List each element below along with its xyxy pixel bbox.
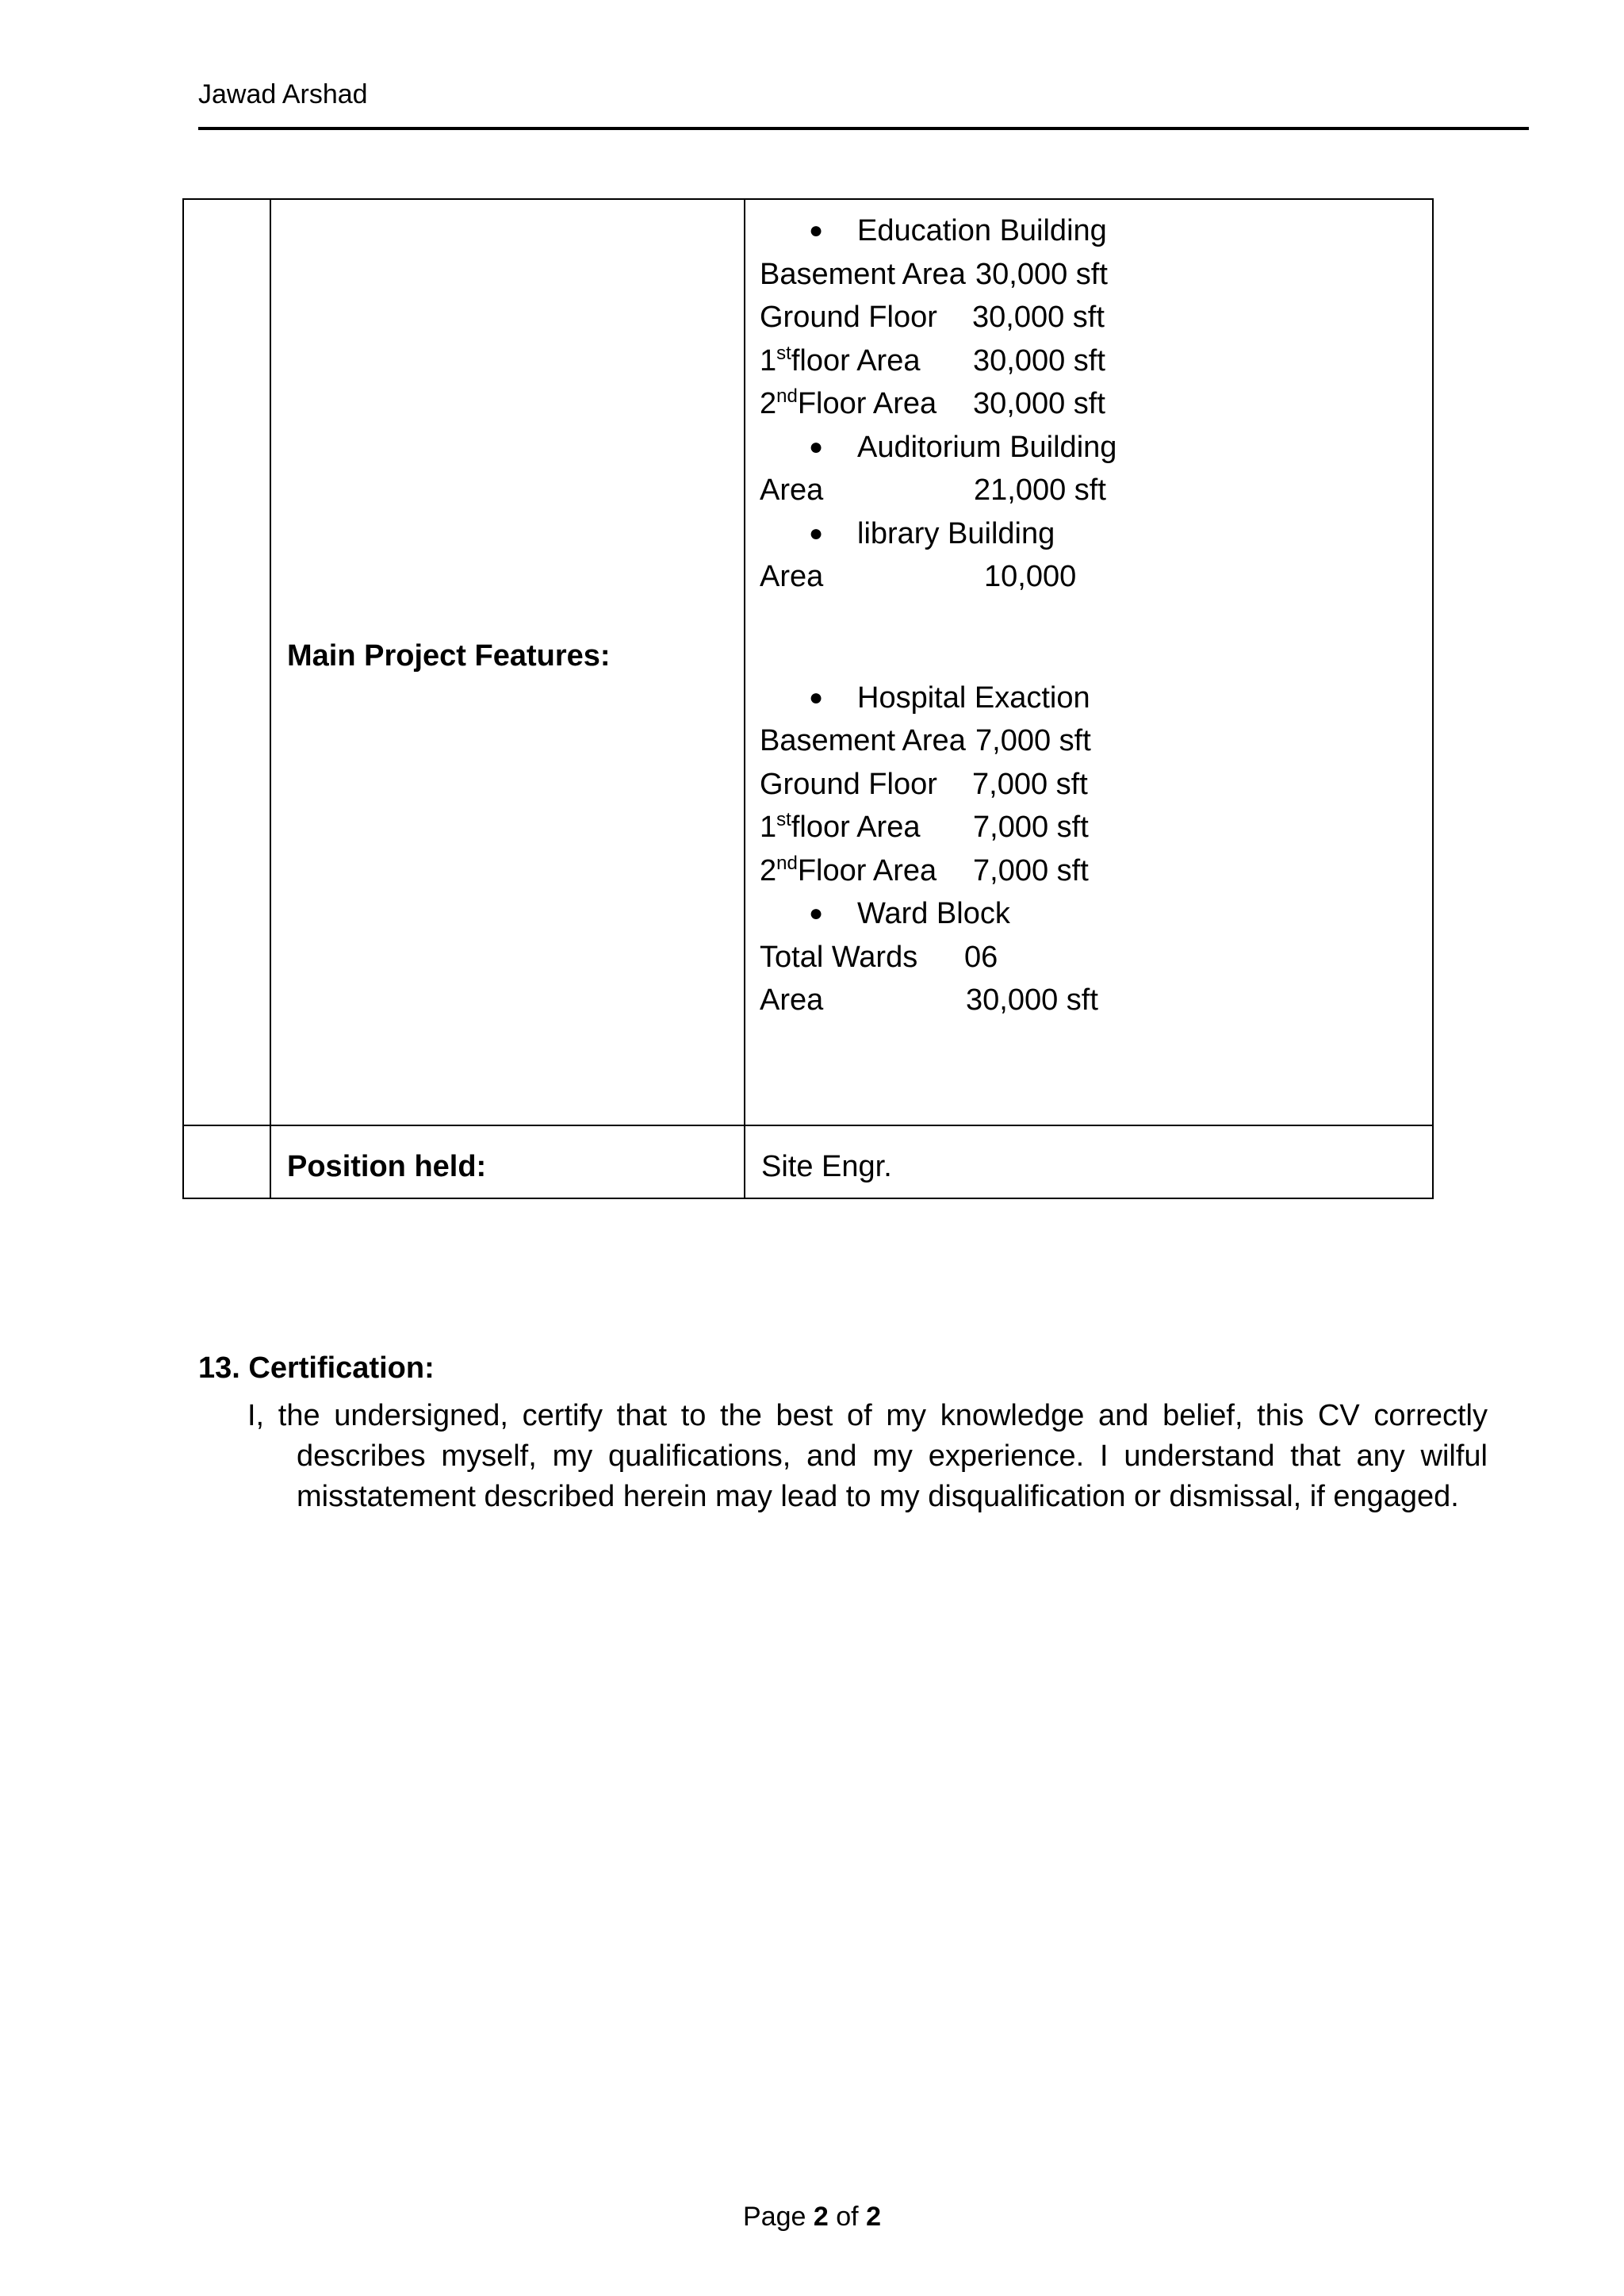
list-item-library: ● library Building bbox=[760, 512, 1432, 556]
table-cell-features-value bbox=[745, 199, 1433, 1125]
bullet-dot-icon: ● bbox=[809, 217, 824, 243]
list-item-auditorium: ● Auditorium Building bbox=[760, 426, 1432, 470]
table-cell-position-label bbox=[270, 1125, 745, 1198]
table-cell-features-label bbox=[270, 199, 745, 1125]
bullet-dot-icon: ● bbox=[809, 900, 824, 926]
feature-row: 2ndFloor Area 30,000 sft bbox=[760, 385, 1105, 420]
header-divider bbox=[198, 127, 1529, 130]
feature-row: Area 30,000 sft bbox=[760, 983, 1098, 1017]
feature-row: 1stfloor Area 7,000 sft bbox=[760, 809, 1089, 844]
table-cell-number bbox=[183, 1125, 270, 1198]
list-item-hospital: ● Hospital Exaction bbox=[760, 677, 1432, 720]
table-cell-number bbox=[183, 199, 270, 1125]
feature-row: Basement Area 30,000 sft bbox=[760, 257, 1108, 291]
feature-row: Total Wards 06 bbox=[760, 940, 998, 974]
certification-body: I, the undersigned, certify that to the best of my knowledge and belief, this CV correctly describes myself, my qualifications, and my experience. I understand that any wilful misstatement described herein may lead to my disqualification or dismissal, if engaged. bbox=[247, 1399, 1488, 1513]
feature-row: Basement Area 7,000 sft bbox=[760, 724, 1091, 757]
feature-row: Area 10,000 bbox=[760, 560, 1077, 593]
table-cell-position-value bbox=[745, 1125, 1433, 1198]
page-number: Page 2 of 2 bbox=[743, 2202, 881, 2232]
list-item-ward: ● Ward Block bbox=[760, 892, 1432, 936]
table-row-features bbox=[183, 199, 1433, 1125]
spacer bbox=[760, 599, 1432, 677]
feature-row: 1stfloor Area 30,000 sft bbox=[760, 342, 1105, 378]
list-item-education: ● Education Building bbox=[760, 209, 1432, 253]
bullet-dot-icon: ● bbox=[809, 519, 824, 546]
project-details-table bbox=[182, 198, 1434, 1199]
bullet-dot-icon: ● bbox=[809, 684, 824, 711]
feature-row: Area 21,000 sft bbox=[760, 473, 1106, 507]
header-author-name: Jawad Arshad bbox=[198, 79, 368, 109]
feature-row: 2ndFloor Area 7,000 sft bbox=[760, 852, 1089, 887]
bullet-dot-icon: ● bbox=[809, 433, 824, 460]
table-row-position bbox=[183, 1125, 1433, 1198]
position-value: Site Engr. bbox=[761, 1150, 892, 1183]
certification-heading: 13. Certification: bbox=[198, 1351, 435, 1385]
feature-row: Ground Floor 30,000 sft bbox=[760, 301, 1105, 334]
position-label: Position held: bbox=[287, 1150, 487, 1183]
features-list bbox=[745, 200, 1432, 1022]
feature-row: Ground Floor 7,000 sft bbox=[760, 767, 1088, 801]
features-label: Main Project Features: bbox=[287, 639, 611, 673]
